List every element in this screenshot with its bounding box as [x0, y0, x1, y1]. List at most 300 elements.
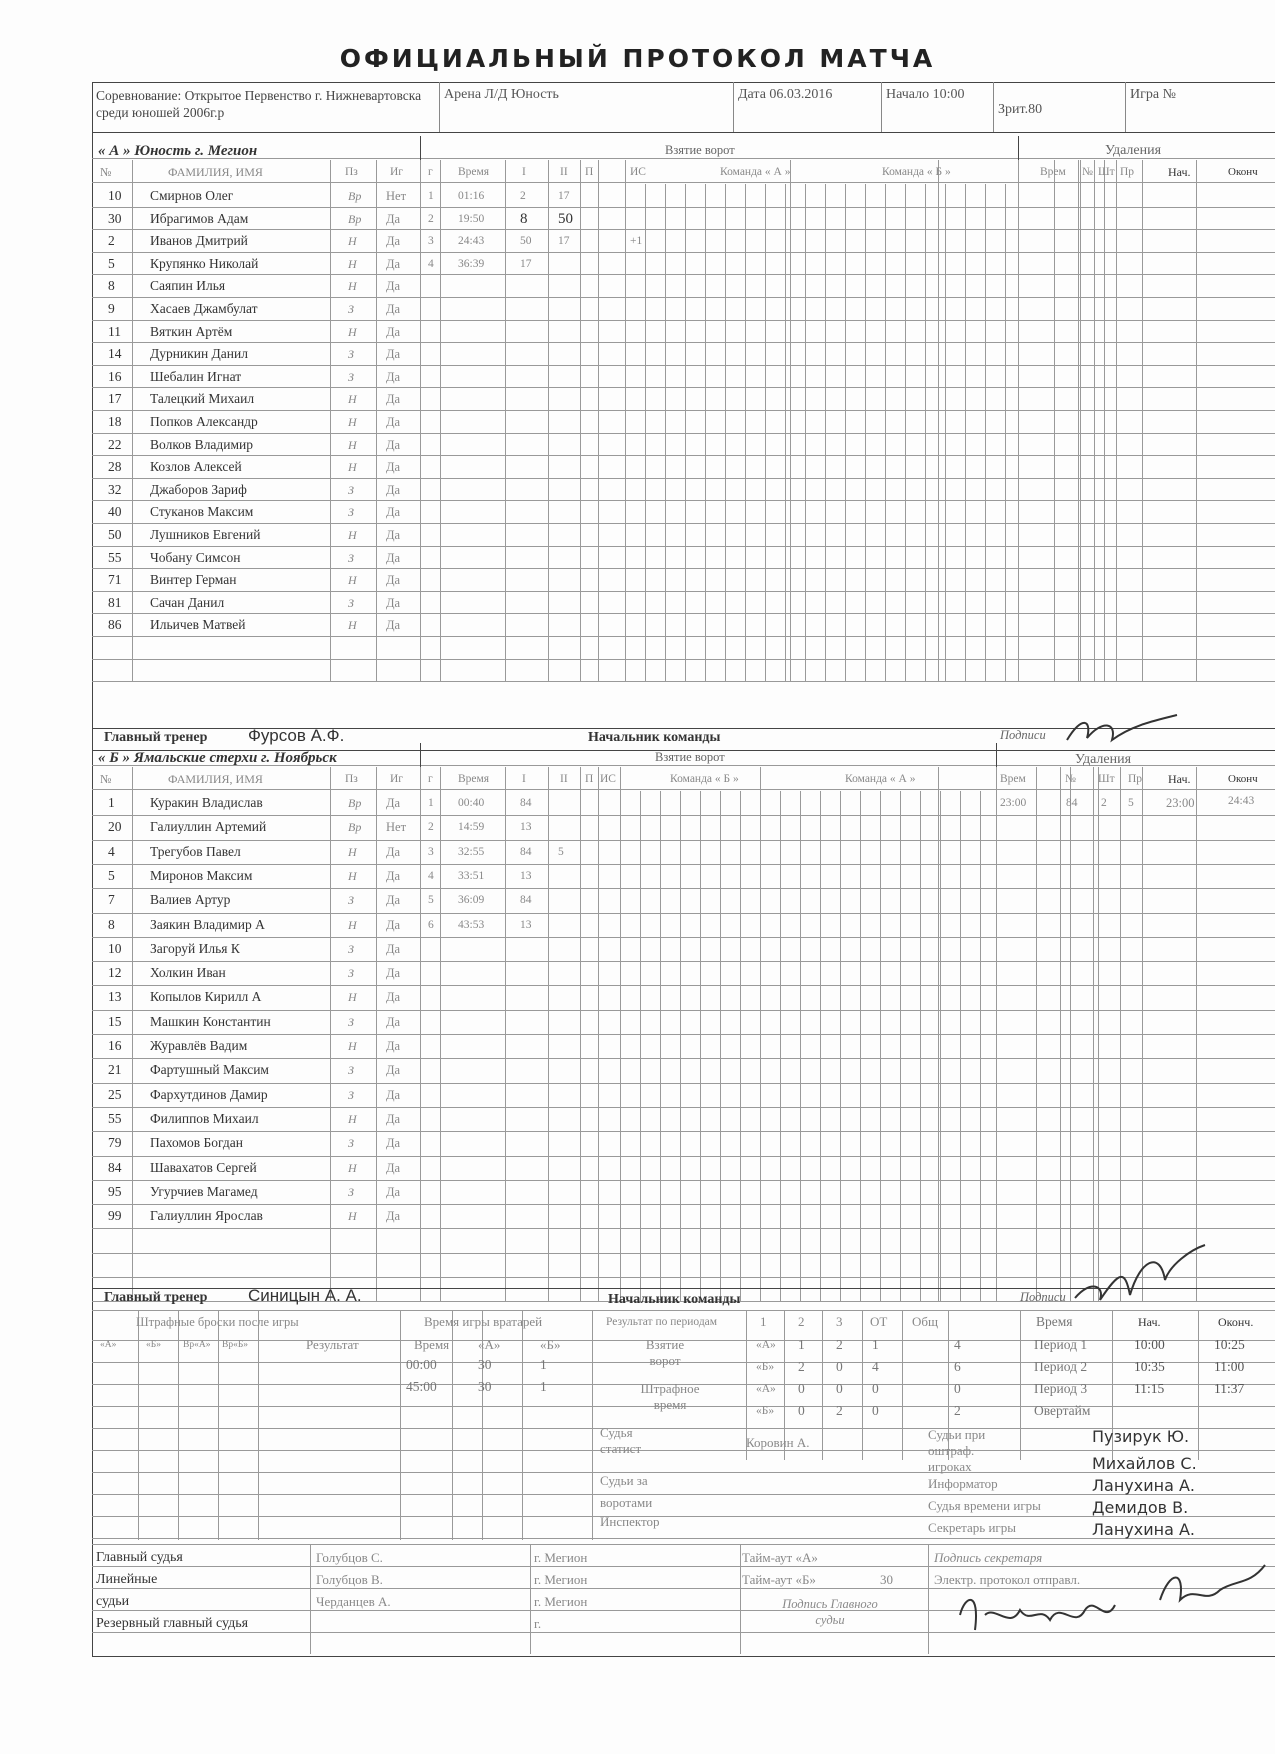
time-end-header: Оконч. — [1218, 1315, 1254, 1329]
team-b-name: « Б » Ямальские стерхи г. Ноябрьск — [98, 750, 337, 766]
player-name: Заякин Владимир А — [150, 916, 265, 932]
referee-city: г. Мегион — [534, 1594, 588, 1609]
grid-line — [680, 791, 681, 1301]
row-line — [92, 229, 1275, 230]
shootout-col-header: Вр«А» — [183, 1340, 211, 1350]
spectators-cell — [994, 82, 1126, 132]
goal-assist2: 17 — [558, 190, 570, 202]
goal-number: 1 — [428, 797, 434, 809]
team-a-coach: Фурсов А.Ф. — [248, 726, 345, 745]
grid-line — [700, 791, 701, 1301]
player-number: 22 — [108, 436, 122, 452]
row-line — [92, 568, 1275, 569]
col-line — [1094, 160, 1095, 681]
penalty-start: 23:00 — [1166, 796, 1195, 810]
team-b-chief-label: Начальник команды — [608, 1292, 741, 1307]
grid-line — [960, 791, 961, 1301]
col-line — [548, 767, 549, 1301]
period-total: 6 — [954, 1359, 961, 1374]
grid-line — [760, 791, 761, 1301]
col-line — [1060, 767, 1061, 1301]
goal-assist1: 2 — [520, 190, 526, 202]
goal-time: 01:16 — [458, 190, 485, 202]
row-line — [92, 297, 1275, 298]
col-pen-start-header: Нач. — [1168, 165, 1191, 179]
col-line — [938, 767, 939, 1301]
period-team: «Б» — [756, 1361, 775, 1373]
timeout-b: Тайм-аут «Б» — [742, 1572, 816, 1587]
period-end: 10:25 — [1214, 1337, 1245, 1352]
goal-assist1: 84 — [520, 797, 532, 809]
start-cell — [882, 82, 994, 132]
col-line — [178, 1310, 179, 1540]
goal-time: 32:55 — [458, 845, 485, 858]
period-start: 10:00 — [1134, 1337, 1165, 1352]
col-pp-header: П — [585, 166, 594, 178]
official-right-value: Демидов В. — [1092, 1498, 1189, 1517]
goal-assist1: 8 — [520, 210, 528, 227]
col-line — [580, 767, 581, 1301]
goal-time: 24:43 — [458, 235, 485, 248]
player-played: Да — [386, 482, 401, 497]
team-b-goals-title: Взятие ворот — [655, 750, 725, 764]
shootout-col-header: Вр«Б» — [222, 1340, 249, 1350]
player-position: Вр — [348, 796, 362, 810]
shootout-title: Штрафные броски после игры — [136, 1315, 299, 1329]
referee-role: судьи — [96, 1594, 130, 1609]
period-col-header: Общ — [912, 1314, 939, 1329]
row-line — [92, 365, 1275, 366]
goal-assist2: 50 — [558, 210, 573, 227]
player-position: Н — [348, 1039, 357, 1053]
col-line — [1116, 160, 1117, 681]
section-title-line — [92, 158, 1275, 159]
player-number: 15 — [108, 1013, 122, 1029]
col-pos-header: Пз — [345, 773, 358, 785]
col-line — [420, 160, 421, 681]
official-right-label: Информатор — [928, 1476, 998, 1491]
player-number: 20 — [108, 819, 122, 835]
col-line — [822, 1310, 823, 1460]
grid-line — [925, 184, 926, 681]
goalie-time: 00:00 — [406, 1357, 437, 1372]
player-played: Да — [386, 392, 401, 407]
goal-number: 5 — [428, 894, 434, 907]
col-line — [1078, 160, 1079, 681]
goalie-b: 1 — [540, 1357, 547, 1372]
col-line — [1018, 160, 1019, 681]
player-name: Ильичев Матвей — [150, 617, 246, 633]
secretary-sign-label: Подпись секретаря — [934, 1550, 1043, 1565]
page-title: ОФИЦИАЛЬНЫЙ ПРОТОКОЛ МАТЧА — [339, 44, 936, 73]
row-line — [92, 410, 1275, 411]
col-team-header: Команда « А » — [720, 166, 791, 178]
player-name: Ибрагимов Адам — [150, 210, 249, 226]
col-pos-header: Пз — [345, 166, 358, 178]
col-line — [580, 160, 581, 681]
col-line — [505, 767, 506, 1301]
col-line — [790, 160, 791, 681]
referee-name: Голубцов В. — [316, 1572, 383, 1587]
player-name: Загоруй Илья К — [150, 940, 240, 956]
period-pim: 0 — [836, 1381, 843, 1396]
col-line — [740, 1544, 741, 1654]
player-number: 14 — [108, 346, 122, 362]
period-label: Период 1 — [1034, 1337, 1088, 1352]
goal-assist2: 5 — [558, 845, 564, 858]
official-label: Судьи за воротами — [600, 1473, 653, 1510]
col-line — [1142, 767, 1143, 1301]
col-line — [1104, 160, 1105, 681]
player-position: З — [348, 347, 354, 362]
goalie-time: 45:00 — [406, 1379, 437, 1394]
official-right-label: Судья времени игры — [928, 1498, 1041, 1513]
col-line — [1093, 767, 1094, 1301]
player-position: Н — [348, 256, 357, 271]
col-pen-time-header: Врем — [1000, 773, 1026, 785]
player-played: Да — [386, 234, 401, 249]
column-header-line — [92, 182, 1275, 183]
col-pen-reason-header: Пр — [1128, 773, 1143, 785]
player-position: З — [348, 1184, 354, 1199]
player-position: Н — [348, 460, 357, 475]
game-no-text: Игра № — [1130, 87, 1176, 102]
grid-line — [745, 184, 746, 681]
player-position: Н — [348, 234, 357, 249]
player-played: Да — [386, 1160, 401, 1175]
time-start-header: Нач. — [1138, 1315, 1161, 1329]
player-position: З — [348, 941, 354, 956]
player-position: Н — [348, 324, 357, 339]
player-played: Да — [386, 369, 401, 384]
col-no-header: № — [100, 165, 112, 179]
row-line — [92, 478, 1275, 479]
player-position: Н — [348, 573, 357, 588]
player-played: Да — [386, 1063, 401, 1078]
goalie-col-header: Время — [414, 1337, 450, 1352]
goal-assist2: 17 — [558, 235, 570, 248]
col-line — [1198, 1310, 1199, 1460]
start-text: Начало 10:00 — [886, 87, 965, 102]
player-played: Да — [386, 1184, 401, 1199]
col-line — [452, 1310, 453, 1540]
team-b-coach: Синицын А. А. — [248, 1286, 362, 1305]
grid-line — [965, 184, 966, 681]
col-line — [1120, 767, 1121, 1301]
col-line — [1098, 767, 1099, 1301]
row-line — [92, 455, 1275, 456]
col-line — [1020, 1310, 1021, 1460]
grid-line — [685, 184, 686, 681]
player-name: Галиуллин Артемий — [150, 819, 267, 835]
grid-line — [640, 791, 641, 1301]
arena-text: Арена Л/Д Юность — [444, 87, 559, 102]
player-position: З — [348, 595, 354, 610]
player-position: З — [348, 1087, 354, 1102]
player-position: Н — [348, 844, 357, 859]
player-number: 7 — [108, 892, 115, 908]
player-position: Н — [348, 1111, 357, 1126]
col-assist1-header: I — [522, 773, 526, 785]
player-number: 1 — [108, 795, 115, 810]
goal-number: 2 — [428, 212, 434, 225]
official-right-value: Ланухина А. — [1092, 1476, 1196, 1495]
game-no-cell — [1126, 82, 1275, 132]
referee-city: г. Мегион — [534, 1572, 588, 1587]
player-position: Н — [348, 990, 357, 1005]
col-team-header: Команда « Б » — [882, 166, 951, 178]
goal-number: 3 — [428, 845, 434, 858]
col-line — [530, 1544, 531, 1654]
player-name: Шавахатов Сергей — [150, 1159, 257, 1175]
period-label: Овертайм — [1034, 1403, 1091, 1418]
player-name: Сачан Данил — [150, 594, 225, 610]
player-played: Да — [386, 917, 401, 932]
grid-line — [665, 184, 666, 681]
col-line — [996, 767, 997, 1301]
player-position: Н — [348, 279, 357, 294]
row-line — [92, 252, 1275, 253]
player-played: Нет — [386, 820, 407, 835]
row-line — [92, 433, 1275, 434]
goal-assist1: 13 — [520, 869, 532, 882]
player-position: Н — [348, 528, 357, 542]
col-name-header: ФАМИЛИЯ, ИМЯ — [168, 165, 263, 179]
player-number: 84 — [108, 1159, 122, 1175]
goalie-b: 1 — [540, 1379, 547, 1394]
row-line — [92, 523, 1275, 524]
period-goals: 2 — [798, 1359, 805, 1374]
goalie-col-header: «А» — [478, 1337, 501, 1352]
row-line — [92, 387, 1275, 388]
period-pim-total: 0 — [954, 1381, 961, 1396]
row-line — [92, 500, 1275, 501]
player-name: Волков Владимир — [150, 436, 254, 452]
head-referee-signature — [955, 1575, 1145, 1645]
player-name: Крупянко Николай — [150, 255, 259, 271]
team-a-goals-title: Взятие ворот — [665, 143, 735, 157]
player-number: 99 — [108, 1208, 122, 1224]
col-line — [1036, 767, 1037, 1301]
col-line — [1142, 160, 1143, 681]
player-number: 86 — [108, 617, 122, 633]
goal-time: 33:51 — [458, 869, 485, 882]
period-col-header: 1 — [760, 1314, 767, 1329]
header-divider — [92, 132, 1275, 133]
player-number: 2 — [108, 233, 115, 249]
period-total: 4 — [954, 1337, 961, 1352]
timeout-b-value: 30 — [880, 1572, 893, 1587]
grid-line — [985, 184, 986, 681]
player-position: З — [348, 1136, 354, 1151]
official-right-value: Ланухина А. — [1092, 1520, 1196, 1539]
grid-line — [720, 791, 721, 1301]
goal-time: 00:40 — [458, 797, 485, 809]
goal-assist1: 13 — [520, 918, 532, 931]
col-line — [330, 767, 331, 1301]
row-line — [92, 591, 1275, 592]
row-line — [92, 342, 1275, 343]
player-name: Куракин Владислав — [150, 795, 263, 810]
referee-city: г. — [534, 1616, 542, 1631]
col-line — [1070, 767, 1071, 1301]
col-line — [132, 767, 133, 1301]
grid-line — [865, 184, 866, 681]
col-pen-time-header: Врем — [1040, 166, 1066, 178]
player-number: 8 — [108, 278, 115, 294]
team-b-coach-label: Главный тренер — [104, 1290, 208, 1305]
col-line — [400, 1310, 401, 1540]
col-line — [1196, 767, 1197, 1301]
grid-line — [725, 184, 726, 681]
player-played: Да — [386, 1209, 401, 1224]
col-line — [902, 1310, 903, 1460]
goal-time: 19:50 — [458, 212, 485, 225]
player-played: Да — [386, 211, 401, 226]
col-name-header: ФАМИЛИЯ, ИМЯ — [168, 772, 263, 786]
row-line — [92, 659, 1275, 660]
referee-role: Главный судья — [96, 1550, 183, 1565]
team-a-signature — [1062, 710, 1182, 750]
timeout-a: Тайм-аут «А» — [742, 1550, 818, 1565]
grid-line — [820, 791, 821, 1301]
player-name: Холкин Иван — [150, 965, 226, 981]
period-pim: 0 — [872, 1381, 879, 1396]
grid-line — [705, 184, 706, 681]
grid-line — [845, 184, 846, 681]
grid-line — [860, 791, 861, 1301]
player-name: Вяткин Артём — [150, 323, 233, 339]
player-played: Да — [386, 302, 401, 316]
goal-time: 36:09 — [458, 894, 485, 907]
player-played: Да — [386, 868, 401, 883]
period-goals: 0 — [836, 1359, 843, 1374]
goal-time: 36:39 — [458, 257, 485, 270]
penalty-reason: 5 — [1128, 797, 1134, 809]
player-position: З — [348, 505, 354, 520]
head-ref-sign-label: Подпись Главного судьи — [782, 1597, 878, 1627]
player-position: З — [348, 893, 354, 908]
player-played: Да — [386, 941, 401, 956]
team-a-penalties-title: Удаления — [1105, 143, 1162, 158]
col-line — [440, 767, 441, 1301]
official-right-label: Судьи при оштраф. игроках — [928, 1427, 986, 1474]
secretary-signature — [1150, 1560, 1270, 1620]
period-end: 11:00 — [1214, 1359, 1245, 1374]
grid-line — [740, 791, 741, 1301]
col-line — [928, 1544, 929, 1654]
grid-line — [900, 791, 901, 1301]
spectators-text: Зрит.80 — [998, 102, 1043, 117]
official-value: Коровин А. — [746, 1435, 810, 1450]
team-b-signature — [1070, 1240, 1210, 1310]
player-number: 16 — [108, 1038, 122, 1053]
col-line — [132, 160, 133, 681]
player-played: Да — [386, 1014, 401, 1029]
player-position: Вр — [348, 189, 362, 203]
player-position: Вр — [348, 211, 362, 226]
period-team: «А» — [756, 1339, 776, 1351]
grid-line — [880, 791, 881, 1301]
player-number: 30 — [108, 210, 122, 226]
player-played: Да — [386, 256, 401, 271]
col-line — [938, 160, 939, 681]
grid-line — [945, 184, 946, 681]
grid-line — [645, 184, 646, 681]
col-assist1-header: I — [522, 166, 526, 178]
player-number: 9 — [108, 301, 115, 316]
col-time-header: Время — [458, 773, 490, 785]
col-line — [258, 1310, 259, 1540]
grid-line — [885, 184, 886, 681]
row-line — [92, 207, 1275, 208]
player-played: Да — [386, 324, 401, 339]
goal-assist1: 84 — [520, 894, 532, 907]
player-name: Фартушный Максим — [150, 1062, 269, 1078]
player-number: 10 — [108, 940, 122, 956]
player-number: 79 — [108, 1135, 122, 1151]
team-a-sign-label: Подписи — [1000, 728, 1046, 742]
grid-line — [660, 791, 661, 1301]
player-name: Смирнов Олег — [150, 188, 234, 203]
official-right-value: Пузирук Ю. — [1092, 1427, 1190, 1446]
player-number: 28 — [108, 459, 122, 475]
col-pen-start-header: Нач. — [1168, 772, 1191, 786]
period-col-header: ОТ — [870, 1314, 888, 1329]
grid-line — [780, 791, 781, 1301]
referee-role: Резервный главный судья — [96, 1616, 249, 1631]
team-b-sign-label: Подписи — [1020, 1290, 1066, 1304]
player-number: 55 — [108, 1110, 122, 1126]
col-line — [138, 1310, 139, 1540]
col-line — [862, 1310, 863, 1460]
player-number: 11 — [108, 323, 121, 339]
period-pim-total: 2 — [954, 1403, 961, 1418]
arena-cell — [440, 82, 734, 132]
player-played: Да — [386, 460, 401, 475]
player-position: Н — [348, 618, 357, 633]
period-col-header: 2 — [798, 1314, 805, 1329]
player-played: Да — [386, 1136, 401, 1151]
col-line — [598, 160, 599, 681]
player-position: З — [348, 1014, 354, 1029]
player-number: 5 — [108, 867, 115, 883]
col-line — [310, 1544, 311, 1654]
goal-assist1: 50 — [520, 235, 532, 248]
player-position: З — [348, 966, 354, 981]
player-name: Галиуллин Ярослав — [150, 1208, 263, 1224]
electronic-protocol-label: Электр. протокол отправл. — [934, 1572, 1081, 1587]
player-played: Да — [386, 966, 401, 981]
player-name: Пахомов Богдан — [150, 1135, 243, 1151]
col-is-header: ИС — [630, 166, 646, 178]
player-position: З — [348, 302, 354, 316]
period-pim: 0 — [872, 1403, 879, 1418]
player-number: 81 — [108, 594, 122, 610]
penalty-end: 24:43 — [1228, 795, 1255, 807]
col-pen-no-header: № — [1082, 166, 1093, 178]
col-line — [548, 160, 549, 681]
player-played: Да — [386, 1039, 401, 1053]
referee-name: Черданцев А. — [316, 1594, 391, 1609]
col-line — [420, 767, 421, 1301]
player-name: Машкин Константин — [150, 1013, 271, 1029]
team-a-name: « А » Юность г. Мегион — [98, 143, 258, 159]
date-cell — [734, 82, 882, 132]
player-number: 18 — [108, 414, 122, 429]
col-pen-min-header: Шт — [1098, 773, 1115, 785]
grid-line — [980, 791, 981, 1301]
